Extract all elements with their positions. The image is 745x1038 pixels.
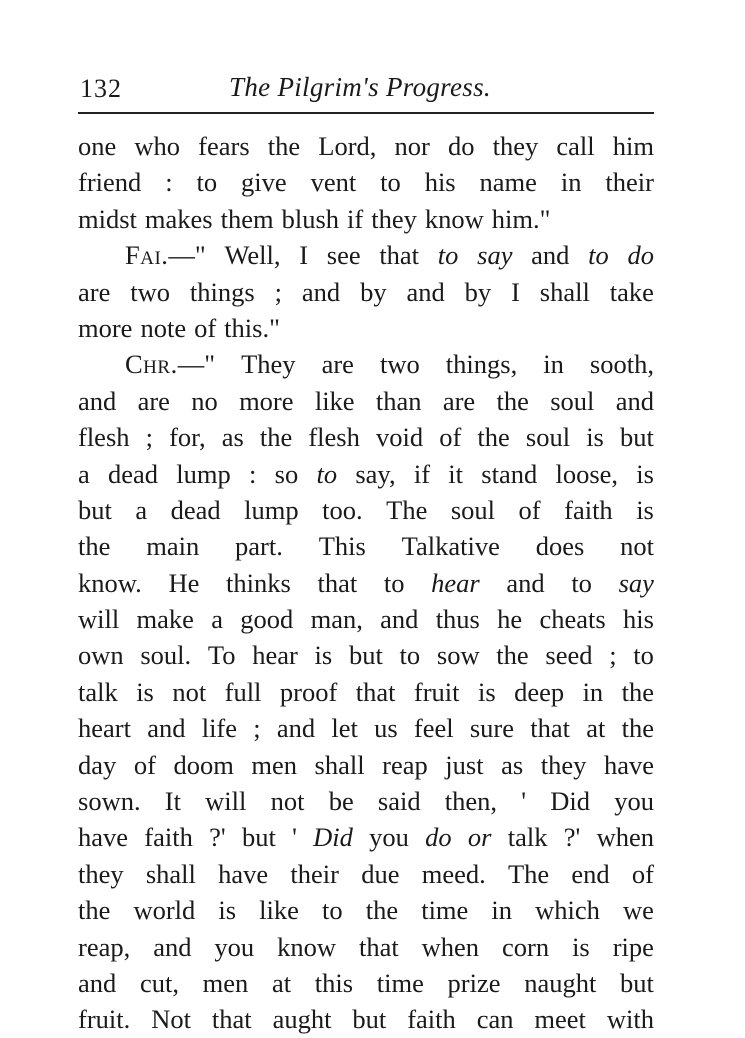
text-line: flesh ; for, as the flesh void of the soul is but (78, 422, 654, 453)
text-line: have faith ?' but ' Did you do or talk ?' when (78, 822, 654, 853)
page-number: 132 (80, 74, 122, 103)
running-head: The Pilgrim's Progress. (229, 72, 491, 102)
text-line: are two things ; and by and by I shall take (78, 276, 654, 307)
text-line: reap, and you know that when corn is ripe (78, 931, 654, 962)
text-line: know. He thinks that to hear and to say (78, 567, 654, 598)
text-line: more note of this." (78, 312, 280, 343)
text-line: they shall have their due meed. The end of (78, 858, 654, 889)
text-line: fruit. Not that aught but faith can meet with (78, 1004, 654, 1035)
text-line: Fai.—" Well, I see that to say and to do (125, 240, 654, 271)
text-line: a dead lump : so to say, if it stand loose, is (78, 458, 654, 489)
text-line: friend : to give vent to his name in their (78, 167, 654, 198)
text-line: will make a good man, and thus he cheats his (78, 604, 654, 635)
text-line: own soul. To hear is but to sow the seed ; to (78, 640, 654, 671)
text-line: day of doom men shall reap just as they have (78, 749, 654, 780)
text-line: heart and life ; and let us feel sure that at the (78, 713, 654, 744)
text-line: the world is like to the time in which we (78, 895, 654, 926)
text-line: sown. It will not be said then, ' Did you (78, 786, 654, 817)
header-rule (78, 112, 654, 114)
text-line: the main part. This Talkative does not (78, 531, 654, 562)
text-line: but a dead lump too. The soul of faith is (78, 494, 654, 525)
text-line: and are no more like than are the soul and (78, 385, 654, 416)
text-line: talk is not full proof that fruit is deep in the (78, 676, 654, 707)
text-line: and cut, men at this time prize naught but (78, 967, 654, 998)
text-line: one who fears the Lord, nor do they call him (78, 131, 654, 161)
body-text (78, 128, 654, 1038)
text-line: Chr.—" They are two things, in sooth, (125, 349, 654, 380)
text-line: midst makes them blush if they know him." (78, 203, 551, 234)
